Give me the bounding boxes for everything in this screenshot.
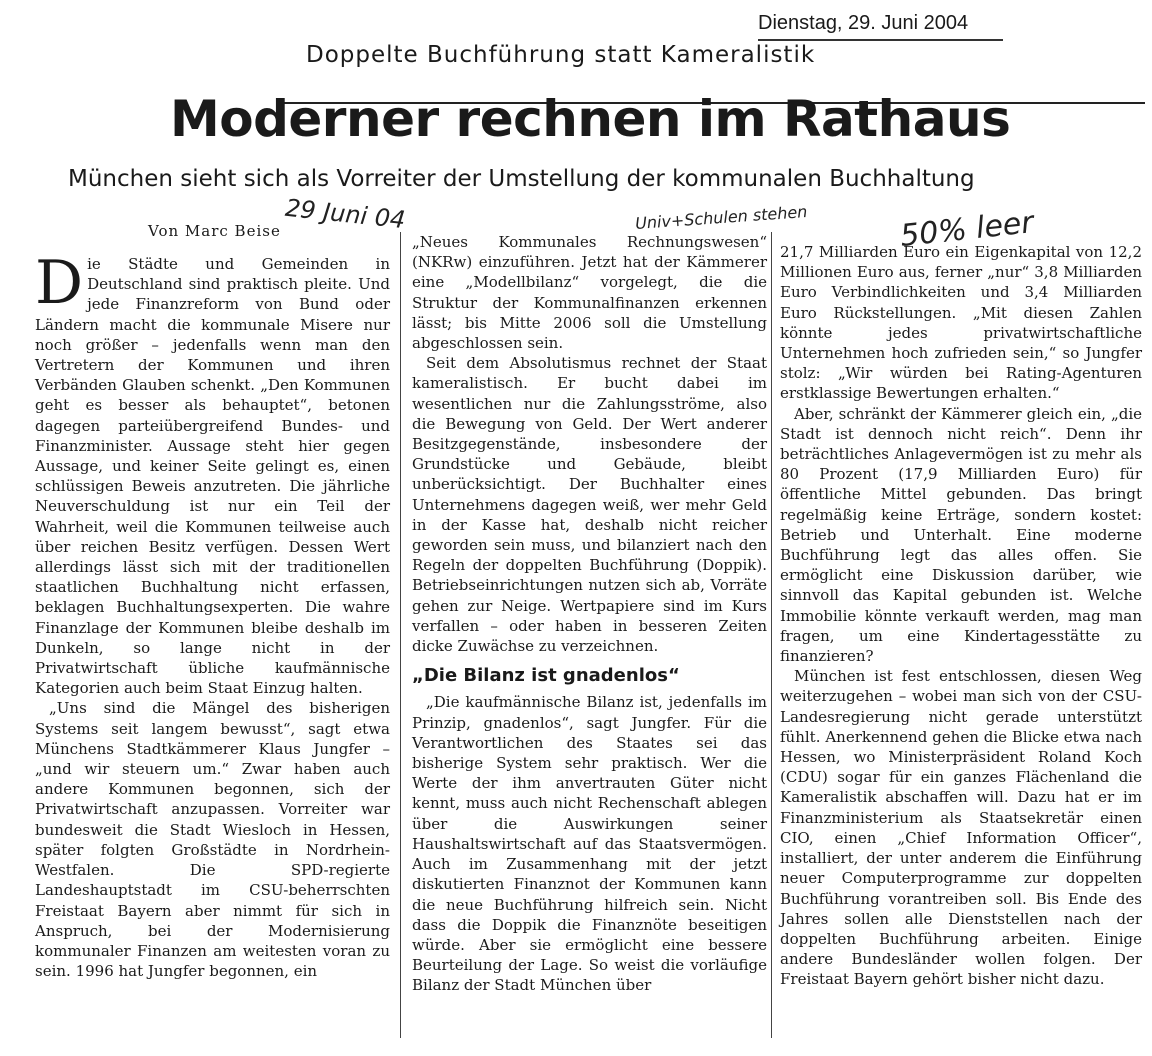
handwritten-date-note: 29 Juni 04 bbox=[283, 193, 407, 235]
paragraph-text: ie Städte und Gemeinden in Deutschland sind praktisch pleite. Und jede Finanzreform von Bund oder Ländern macht die kommunale Misere nur noch größer – jedenfalls wenn man den Vertretern der Kommunen und ihren Verbänden Glauben schenkt. „Den Kommunen geht es besser als behauptet“, betonen dagegen parteiübergreifend Bundes- und Finanzminister. Aussage steht hier gegen Aussage, und keiner Seite gelingt es, einen schlüssigen Beweis anzutreten. Die jährliche Neuverschuldung ist nur ein Teil der Wahrheit, weil die Kommunen teilweise auch über reichen Besitz verfügen. Dessen Wert allerdings lässt sich mit der traditionellen staatlichen Buchhaltung nicht erfassen, beklagen Buchhaltungsexperten. Die wahre Finanzlage der Kommunen bleibe deshalb im Dunkeln, so lange nicht in der Privatwirtschaft übliche kaufmännische Kategorien auch beim Staat Einzug halten. bbox=[35, 255, 390, 698]
handwritten-note: Univ+Schulen stehen bbox=[634, 202, 808, 233]
publication-date: Dienstag, 29. Juni 2004 bbox=[758, 12, 1003, 41]
paragraph: Aber, schränkt der Kämmerer gleich ein, „die Stadt ist dennoch nicht reich“. Denn ihr beträchtliches Anlagevermögen ist zu mehr als 80 Prozent (17,9 Milliarden Euro) für öffentliche Mittel gebunden. Das bringt regelmäßig keine Erträge, sondern kostet: Betrieb und Unterhalt. Eine moderne Buchführung legt das alles offen. Sie ermöglicht eine Diskussion darüber, wie sinnvoll das Kapital gebunden ist. Welche Immobilie könnte verkauft werden, mag man fragen, um eine Kindertagesstätte zu finanzieren? bbox=[780, 404, 1142, 666]
byline: Von Marc Beise bbox=[148, 222, 281, 240]
headline: Moderner rechnen im Rathaus bbox=[170, 90, 1011, 148]
column-divider bbox=[771, 232, 772, 1038]
paragraph: Seit dem Absolutismus rechnet der Staat kameralistisch. Er bucht dabei im wesentlichen nur die Zahlungsströme, also die Bewegung von Geld. Der Wert anderer Besitzgegenstände, insbesondere der Grundstücke und Gebäude, bleibt unberücksichtigt. Der Buchhalter eines Unternehmens dagegen weiß, wer mehr Geld in der Kasse hat, deshalb nicht reicher geworden sein muss, und bilanziert nach den Regeln der doppelten Buchführung (Doppik). Betriebseinrichtungen nutzen sich ab, Vorräte gehen zur Neige. Wertpapiere sind im Kurs verfallen – oder haben in besseren Zeiten dicke Zuwächse zu verzeichnen. bbox=[412, 354, 767, 656]
handwritten-percent-note: 50% leer bbox=[898, 205, 1036, 254]
paragraph: „Die kaufmännische Bilanz ist, jedenfalls im Prinzip, gnadenlos“, sagt Jungfer. Für die Verantwortlichen des Staates sei das bisherige System sehr praktisch. Wer die Werte der ihm anvertrauten Güter nicht kennt, muss auch nicht Rechenschaft ablegen über die Auswirkungen seiner Haushaltswirtschaft auf das Staatsvermögen. Auch im Zusammenhang mit der jetzt diskutierten Finanznot der Kommunen kann die neue Buchführung hilfreich sein. Nicht dass die Doppik die Finanznöte beseitigen würde. Aber sie ermöglicht eine bessere Beurteilung der Lage. So weist die vorläufige Bilanz der Stadt München über bbox=[412, 693, 767, 995]
paragraph: „Neues Kommunales Rechnungswesen“ (NKRw) einzuführen. Jetzt hat der Kämmerer eine „Modellbilanz“ vorgelegt, die die Struktur der Kommunalfinanzen erkennen lässt; bis Mitte 2006 soll die Umstellung abgeschlossen sein. bbox=[412, 233, 767, 353]
kicker-line: Doppelte Buchführung statt Kameralistik bbox=[306, 42, 816, 68]
paragraph bbox=[35, 248, 390, 698]
paragraph: München ist fest entschlossen, diesen Weg weiterzugehen – wobei man sich von der CSU-Landesregierung nicht gerade unterstützt fühlt. Anerkennend gehen die Blicke etwa nach Hessen, wo Ministerpräsident Roland Koch (CDU) sogar für ein ganzes Flächenland die Kameralistik abschaffen will. Dazu hat er im Finanzministerium als Staatsekretär einen CIO, einen „Chief Information Officer“, installiert, der unter anderem die Einführung neuer Computerprogramme zur doppelten Buchführung vorantreiben soll. Bis Ende des Jahres sollen alle Dienststellen nach der doppelten Buchführung arbeiten. Einige andere Bundesländer wollen folgen. Der Freistaat Bayern gehört bisher nicht dazu. bbox=[780, 667, 1142, 989]
paragraph: 21,7 Milliarden Euro ein Eigenkapital von 12,2 Millionen Euro aus, ferner „nur“ 3,8 Milliarden Euro Verbindlichkeiten und 3,4 Milliarden Euro Rückstellungen. „Mit diesen Zahlen könnte jedes privatwirtschaftliche Unternehmen hoch zufrieden sein,“ so Jungfer stolz: „Wir würden bei Rating-Agenturen erstklassige Bewertungen erhalten.“ bbox=[780, 243, 1142, 403]
subheadline: München sieht sich als Vorreiter der Umstellung der kommunalen Buchhaltung bbox=[68, 166, 975, 192]
article-column-2 bbox=[412, 232, 767, 996]
section-subtitle: „Die Bilanz ist gnadenlos“ bbox=[412, 665, 680, 687]
drop-cap: D bbox=[35, 248, 84, 318]
paragraph: „Uns sind die Mängel des bisherigen Systems seit langem bewusst“, sagt etwa Münchens Stadtkämmerer Klaus Jungfer – „und wir steuern um.“ Zwar haben auch andere Kommunen begonnen, sich der Privatwirtschaft anzupassen. Vorreiter war bundesweit die Stadt Wiesloch in Hessen, später folgten Großstädte in Nordrhein-Westfalen. Die SPD-regierte Landeshauptstadt im CSU-beherrschten Freistaat Bayern aber nimmt für sich in Anspruch, bei der Modernisierung kommunaler Finanzen am weitesten voran zu sein. 1996 hat Jungfer begonnen, ein bbox=[35, 699, 390, 981]
article-column-3 bbox=[780, 242, 1142, 990]
column-divider bbox=[400, 232, 401, 1038]
article-column-1 bbox=[35, 248, 390, 981]
